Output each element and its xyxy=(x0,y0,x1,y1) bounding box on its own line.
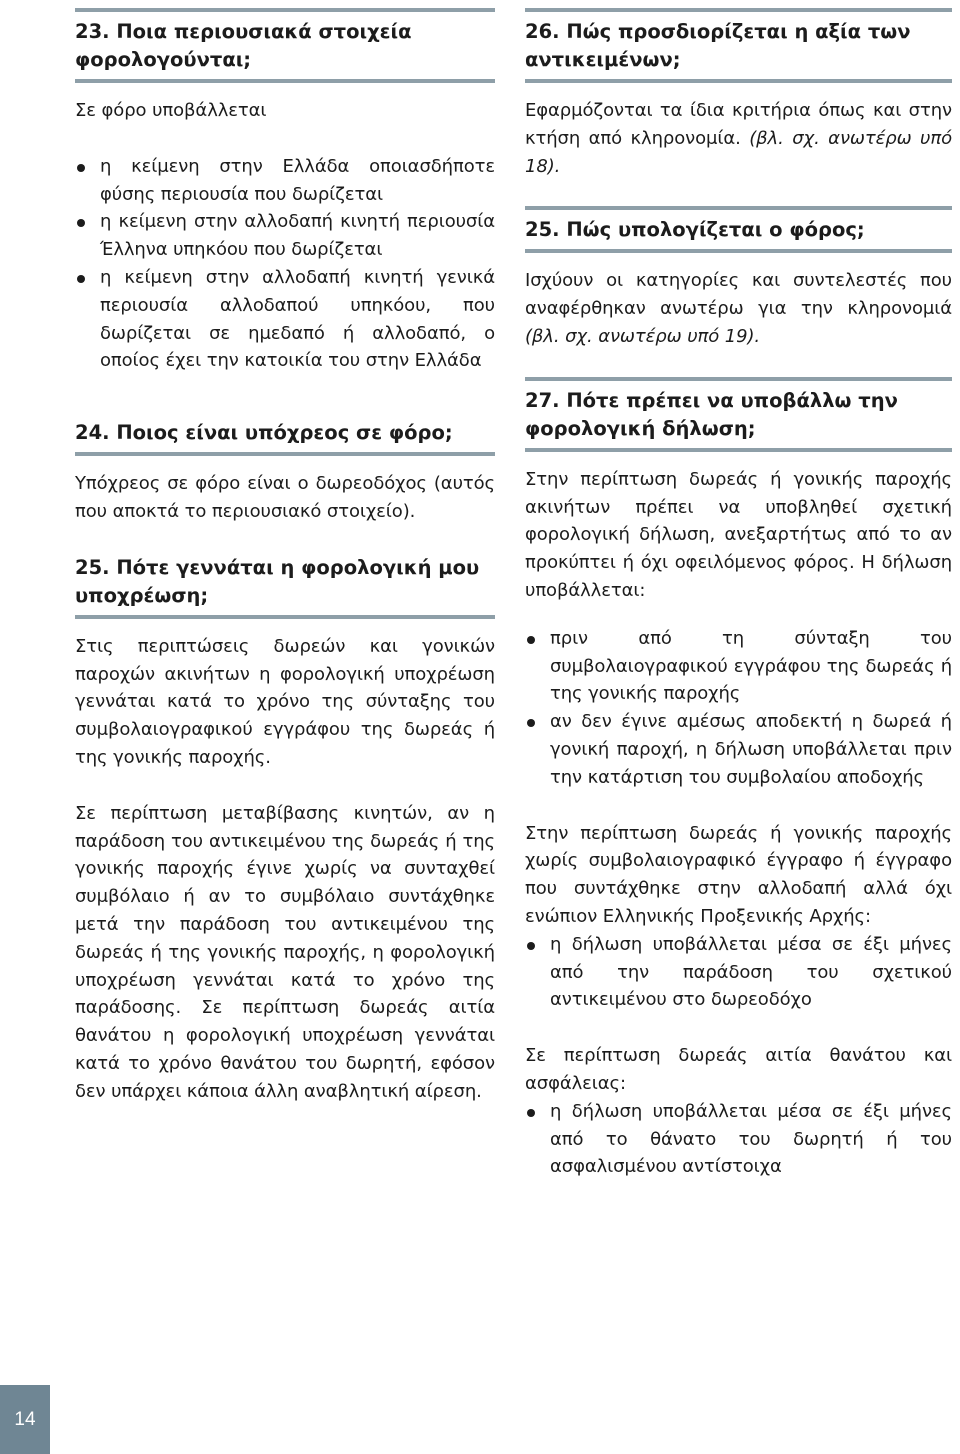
section-27-list-3 xyxy=(525,1098,952,1181)
list-item: η κείμενη στην αλλοδαπή κινητή περιουσία Έλληνα υπηκόου που δωρίζεται xyxy=(75,208,495,264)
bullet-icon xyxy=(527,636,535,644)
bullet-icon xyxy=(77,275,85,283)
section-24-text: Υπόχρεος σε φόρο είναι ο δωρεοδόχος (αυτός που αποκτά το περιουσιακό στοιχείο). xyxy=(75,473,495,522)
bullet-icon xyxy=(77,219,85,227)
left-column xyxy=(75,0,495,1106)
section-27-list-2 xyxy=(525,931,952,1014)
section-26-heading: 26. Πώς προσδιορίζεται η αξία των αντικειμένων; xyxy=(525,20,911,71)
section-23-intro: Σε φόρο υποβάλλεται xyxy=(75,100,267,121)
section-27-heading: 27. Πότε πρέπει να υποβάλλω την φορολογική δήλωση; xyxy=(525,388,898,440)
list-item: αν δεν έγινε αμέσως αποδεκτή η δωρεά ή γονική παροχή, η δήλωση υποβάλλεται πριν την κατάρτιση του συμβολαίου αποδοχής xyxy=(525,708,952,791)
section-27-list-1 xyxy=(525,625,952,792)
bullet-icon xyxy=(527,942,535,950)
list-item: η δήλωση υποβάλλεται μέσα σε έξι μήνες από το θάνατο του δωρητή ή του ασφαλισμένου αντίστοιχα xyxy=(525,1098,952,1181)
list-item: πριν από τη σύνταξη του συμβολαιογραφικού εγγράφου της δωρεάς ή της γονικής παροχής xyxy=(525,625,952,708)
bullet-icon xyxy=(527,1109,535,1117)
bullet-icon xyxy=(527,719,535,727)
bullet-icon xyxy=(77,164,85,172)
section-25-paragraph-1: Στις περιπτώσεις δωρεών και γονικών παροχών ακινήτων η φορολογική υποχρέωση γεννάται κατά το χρόνο της σύνταξης του συμβολαιογραφικού εγγράφου της δωρεάς ή της γονικής παροχής. xyxy=(75,635,495,768)
section-25b-text: Ισχύουν οι κατηγορίες και συντελεστές που αναφέρθηκαν ανωτέρω για την κληρονομιά (βλ. σχ. ανωτέρω υπό 19). xyxy=(525,270,952,347)
section-26-text: Εφαρμόζονται τα ίδια κριτήρια όπως και στην κτήση από κληρονομία. (βλ. σχ. ανωτέρω υπό 18). xyxy=(525,100,952,177)
right-column xyxy=(525,0,952,1181)
list-item: η δήλωση υποβάλλεται μέσα σε έξι μήνες από την παράδοση του σχετικού αντικειμένου στο δωρεοδόχο xyxy=(525,931,952,1014)
section-25-heading: 25. Πότε γεννάται η φορολογική μου υποχρέωση; xyxy=(75,555,480,607)
list-item: η κείμενη στην Ελλάδα οποιασδήποτε φύσης περιουσία που δωρίζεται xyxy=(75,153,495,209)
cross-reference: (βλ. σχ. ανωτέρω υπό 18). xyxy=(525,127,952,177)
section-27-paragraph-1: Στην περίπτωση δωρεάς ή γονικής παροχής ακινήτων πρέπει να υποβληθεί σχετική φορολογική δήλωση, ανεξαρτήτως από το αν προκύπτει ή όχι οφειλόμενος φόρος. Η δήλωση υποβάλλεται: xyxy=(525,468,952,601)
section-23-heading: 23. Ποια περιουσιακά στοιχεία φορολογούνται; xyxy=(75,20,412,71)
section-25-paragraph-2: Σε περίπτωση μεταβίβασης κινητών, αν η παράδοση του αντικειμένου της δωρεάς ή της γονικής παροχής έγινε χωρίς να συνταχθεί συμβόλαιο ή αν το συμβόλαιο συντάχθηκε μετά την παράδοση του αντικειμένου της δωρεάς ή της γονικής παροχής, η φορολογική υποχρέωση γεννάται κατά το χρόνο της παράδοσης. Σε περίπτωση δωρεάς αιτία θανάτου η φορολογική υποχρέωση γεννάται κατά το χρόνο θανάτου του δωρητή, εφόσον δεν υπάρχει κάποια άλλη αναβλητική αίρεση. xyxy=(75,802,495,1102)
section-24-heading: 24. Ποιος είναι υπόχρεος σε φόρο; xyxy=(75,421,453,445)
cross-reference: (βλ. σχ. ανωτέρω υπό 19). xyxy=(525,325,761,347)
section-27-paragraph-3: Σε περίπτωση δωρεάς αιτία θανάτου και ασφάλειας: xyxy=(525,1045,952,1094)
section-27-paragraph-2: Στην περίπτωση δωρεάς ή γονικής παροχής χωρίς συμβολαιογραφικό έγγραφο ή έγγραφο που συντάχθηκε στην αλλοδαπή αλλά όχι ενώπιον Ελληνικής Προξενικής Αρχής: xyxy=(525,822,952,927)
section-23-list xyxy=(75,153,495,375)
page-number: 14 xyxy=(0,1385,50,1454)
list-item: η κείμενη στην αλλοδαπή κινητή γενικά περιουσία αλλοδαπού υπηκόου, που δωρίζεται σε ημεδαπό ή αλλοδαπό, ο οποίος έχει την κατοικία του στην Ελλάδα xyxy=(75,264,495,375)
section-25b-heading: 25. Πώς υπολογίζεται ο φόρος; xyxy=(525,218,865,242)
